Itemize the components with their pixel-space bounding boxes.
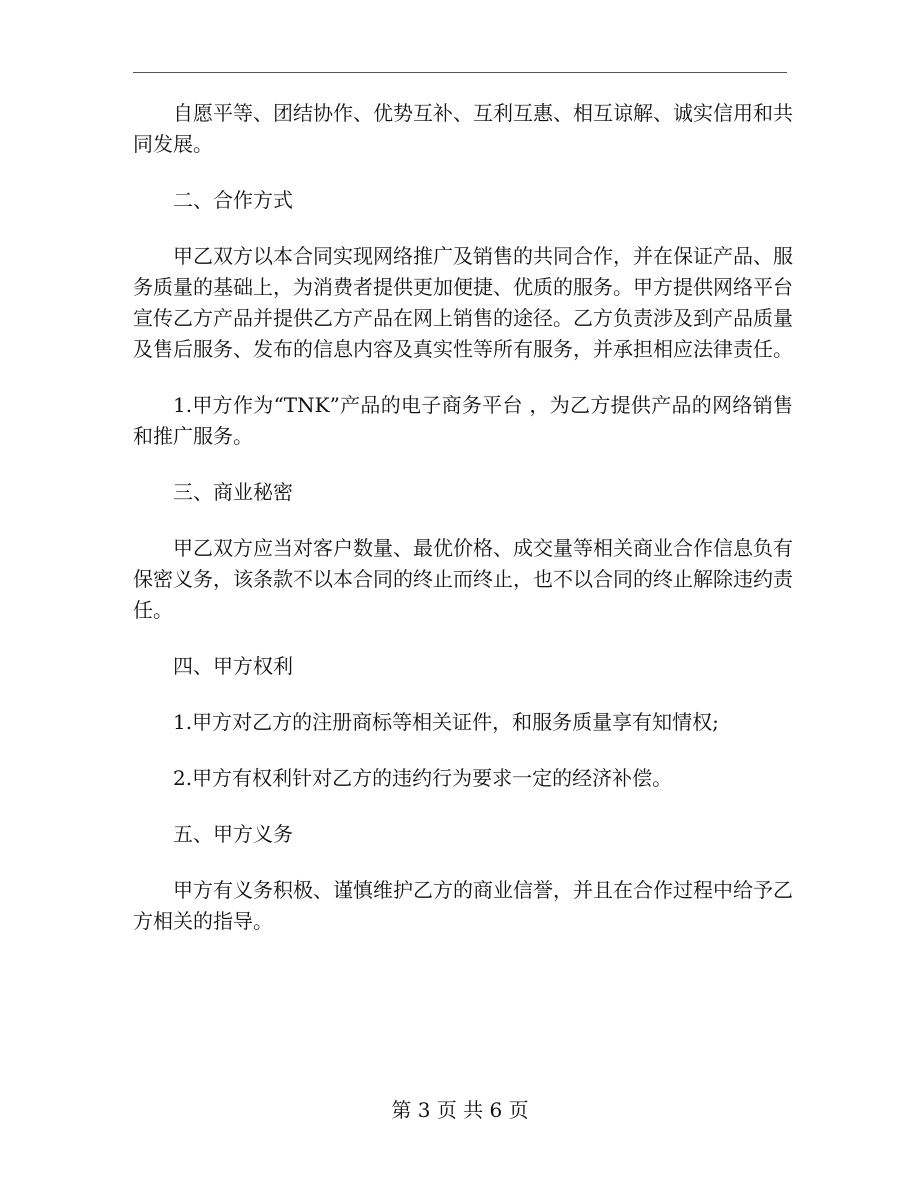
section-heading-party-a-rights: 四、甲方权利 [173,654,293,678]
paragraph-platform-clause: 1.甲方作为“TNK”产品的电子商务平台 ，为乙方提供产品的网络销售和推广服务。 [133,393,793,448]
section-heading-cooperation-mode: 二、合作方式 [173,188,293,212]
paragraph-trade-secrets: 甲乙双方应当对客户数量、最优价格、成交量等相关商业合作信息负有保密义务，该条款不以本合同的终止而终止，也不以合同的终止解除违约责任。 [133,536,793,622]
paragraph-principles-continued: 自愿平等、团结协作、优势互补、互利互惠、相互谅解、诚实信用和共同发展。 [133,101,793,156]
paragraph-party-a-obligations: 甲方有义务积极、谨慎维护乙方的商业信誉，并且在合作过程中给予乙方相关的指导。 [133,878,793,933]
section-heading-trade-secrets: 三、商业秘密 [173,480,293,504]
section-heading-party-a-obligations: 五、甲方义务 [173,822,293,846]
document-body [133,98,793,962]
paragraph-party-a-right-1: 1.甲方对乙方的注册商标等相关证件，和服务质量享有知情权; [173,710,719,734]
paragraph-party-a-right-2: 2.甲方有权利针对乙方的违约行为要求一定的经济补偿。 [173,766,673,790]
header-rule [133,72,787,73]
paragraph-cooperation-mode: 甲乙双方以本合同实现网络推广及销售的共同合作，并在保证产品、服务质量的基础上，为消费者提供更加便捷、优质的服务。甲方提供网络平台宣传乙方产品并提供乙方产品在网上销售的途径。乙方负责涉及到产品质量及售后服务、发布的信息内容及真实性等所有服务，并承担相应法律责任。 [133,244,793,361]
page-number-footer: 第 3 页 共 6 页 [391,1098,529,1122]
